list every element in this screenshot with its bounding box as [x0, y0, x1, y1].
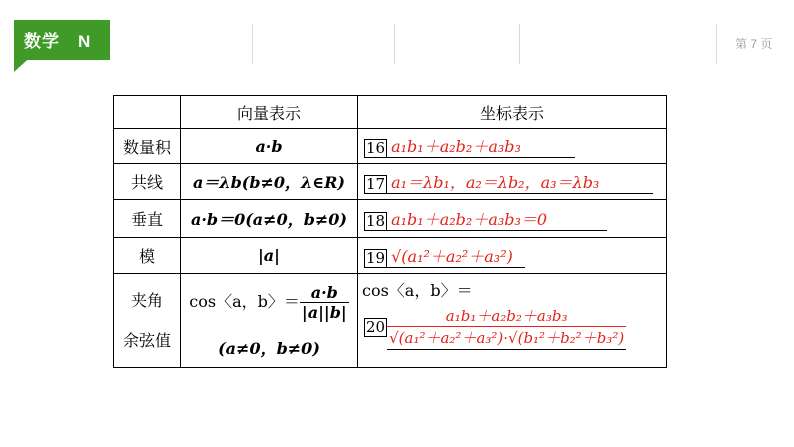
header-divider	[394, 24, 395, 64]
row-name: 模	[114, 238, 181, 274]
row-name: 数量积	[114, 129, 181, 164]
row-coordinate	[358, 238, 667, 274]
blank-number: 18	[366, 211, 386, 230]
fraction-numerator: a·b	[300, 283, 349, 303]
row-name: 垂直	[114, 200, 181, 238]
table-row	[114, 274, 667, 368]
row-vector: a·b＝0(a≠0，b≠0)	[181, 200, 358, 238]
row-name: 共线	[114, 164, 181, 200]
answer: √(a₁²＋a₂²＋a₃²)	[387, 244, 525, 268]
header-coordinate: 坐标表示	[358, 96, 667, 129]
row-coordinate	[358, 274, 667, 368]
row-name-line1: 夹角	[130, 290, 163, 310]
blank-number: 19	[366, 248, 386, 267]
row-vector	[181, 274, 358, 368]
table-row	[114, 164, 667, 200]
table-header-row	[114, 96, 667, 129]
subject-badge-tail	[14, 52, 36, 72]
row-name-line2: 余弦值	[122, 330, 171, 350]
answer: a₁＝λb₁，a₂＝λb₂，a₃＝λb₃	[387, 170, 653, 194]
row-name	[114, 274, 181, 368]
blank-number: 17	[366, 174, 386, 193]
cos-prefix: cos〈a，b〉＝	[362, 281, 473, 300]
answer: a₁b₁＋a₂b₂＋a₃b₃＝0	[387, 207, 607, 231]
blank-number: 20	[366, 318, 386, 336]
cos-prefix: cos〈a，b〉＝	[189, 291, 300, 311]
table-row	[114, 238, 667, 274]
header-empty	[114, 96, 181, 129]
page-number: 第 7 页	[735, 37, 773, 51]
table-row	[114, 129, 667, 164]
answer-denominator: √(a₁²＋a₂²＋a₃²)·√(b₁²＋b₂²＋b₃²)	[389, 329, 625, 347]
answer: a₁b₁＋a₂b₂＋a₃b₃	[387, 134, 575, 158]
row-vector: a·b	[181, 129, 358, 164]
header-divider	[252, 24, 253, 64]
row-vector: |a|	[181, 238, 358, 274]
header-divider	[716, 24, 717, 64]
row-coordinate	[358, 129, 667, 164]
answer-fraction	[387, 305, 626, 350]
answer-numerator: a₁b₁＋a₂b₂＋a₃b₃	[387, 305, 626, 327]
subject-label: 数学 N	[24, 32, 92, 51]
condition: (a≠0，b≠0)	[218, 338, 320, 358]
vector-fraction	[300, 283, 349, 322]
header-vector: 向量表示	[181, 96, 358, 129]
row-coordinate	[358, 200, 667, 238]
header-divider	[519, 24, 520, 64]
table-row	[114, 200, 667, 238]
row-coordinate	[358, 164, 667, 200]
row-vector: a＝λb(b≠0，λ∈R)	[181, 164, 358, 200]
fraction-denominator: |a||b|	[301, 302, 347, 322]
vector-coordinate-table	[113, 95, 667, 368]
blank-number: 16	[366, 139, 386, 157]
